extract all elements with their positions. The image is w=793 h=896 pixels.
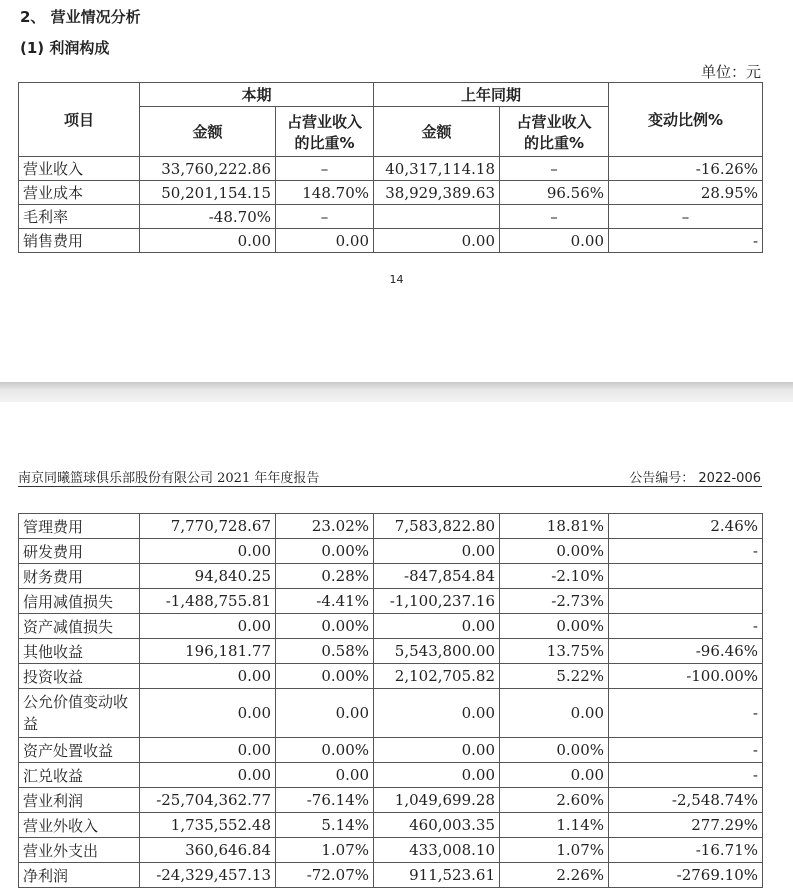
cell-cur-pct: -76.14% <box>276 788 374 813</box>
cell-pri-amt: 0.00 <box>374 614 500 639</box>
row-label: 其他收益 <box>19 639 140 664</box>
cell-pri-pct: 1.14% <box>500 813 609 838</box>
cell-change: 277.29% <box>609 813 763 838</box>
cell-pri-pct: 0.00% <box>500 614 609 639</box>
table-row <box>19 564 763 589</box>
row-label: 投资收益 <box>19 664 140 689</box>
cell-pri-pct: -2.10% <box>500 564 609 589</box>
cell-cur-pct: 0.00 <box>276 763 374 788</box>
header-change: 变动比例% <box>609 83 763 157</box>
cell-pri-pct: 1.07% <box>500 838 609 863</box>
table-row <box>19 838 763 863</box>
table-row: 销售费用 0.00 0.00 0.00 0.00 - <box>19 229 763 253</box>
table-row: 营业成本 50,201,154.15 148.70% 38,929,389.63 96.56% 28.95% <box>19 181 763 205</box>
cell-change: 2.46% <box>609 514 763 539</box>
page-number: 14 <box>389 273 404 286</box>
cell-pri-amt: -1,100,237.16 <box>374 589 500 614</box>
cell-cur-pct: 5.14% <box>276 813 374 838</box>
table-row: 毛利率 -48.70% – – – <box>19 205 763 229</box>
cell-pri-pct: -2.73% <box>500 589 609 614</box>
cell-change: - <box>609 763 763 788</box>
cell-pri-amt: 2,102,705.82 <box>374 664 500 689</box>
cell-cur-pct: 0.28% <box>276 564 374 589</box>
cell-change: -96.46% <box>609 639 763 664</box>
cell-change: -16.71% <box>609 838 763 863</box>
cell-cur-amt: 1,735,552.48 <box>140 813 276 838</box>
cell-cur-pct: 0.58% <box>276 639 374 664</box>
subsection-title: (1) 利润构成 <box>20 39 110 57</box>
header-prior-amount: 金额 <box>374 107 500 157</box>
cell-cur-amt: -25,704,362.77 <box>140 788 276 813</box>
report-header-title: 南京同曦篮球俱乐部股份有限公司 2021 年年度报告 <box>18 471 320 486</box>
row-label: 研发费用 <box>19 539 140 564</box>
row-label: 管理费用 <box>19 514 140 539</box>
cell-cur-pct: 0.00% <box>276 664 374 689</box>
table-row <box>19 539 763 564</box>
profit-table-part2 <box>18 513 763 888</box>
header-current-amount: 金额 <box>140 107 276 157</box>
table-row: 营业收入 33,760,222.86 – 40,317,114.18 – -16.26% <box>19 157 763 181</box>
report-page-top <box>0 0 793 382</box>
cell-cur-amt: 7,770,728.67 <box>140 514 276 539</box>
cell-cur-amt: 0.00 <box>140 614 276 639</box>
cell-change <box>609 564 763 589</box>
cell-change: -100.00% <box>609 664 763 689</box>
section-title: 2、 营业情况分析 <box>20 8 141 26</box>
table-row <box>19 813 763 838</box>
cell-pri-amt: 433,008.10 <box>374 838 500 863</box>
cell-cur-amt: -1,488,755.81 <box>140 589 276 614</box>
cell-pri-amt: 460,003.35 <box>374 813 500 838</box>
cell-pri-pct: 0.00% <box>500 539 609 564</box>
cell-cur-amt: 196,181.77 <box>140 639 276 664</box>
report-announcement-number: 公告编号： 2022-006 <box>629 471 761 486</box>
row-label: 财务费用 <box>19 564 140 589</box>
cell-pri-amt: 911,523.61 <box>374 863 500 888</box>
cell-change: - <box>609 738 763 763</box>
cell-cur-amt: 0.00 <box>140 689 276 738</box>
row-label: 营业外收入 <box>19 813 140 838</box>
cell-pri-amt: 5,543,800.00 <box>374 639 500 664</box>
cell-pri-amt: 0.00 <box>374 539 500 564</box>
cell-cur-pct: -4.41% <box>276 589 374 614</box>
header-item: 项目 <box>19 83 140 157</box>
table-row <box>19 863 763 888</box>
row-label: 营业利润 <box>19 788 140 813</box>
cell-cur-pct: 0.00% <box>276 539 374 564</box>
cell-cur-pct: 0.00% <box>276 738 374 763</box>
table-row <box>19 738 763 763</box>
cell-cur-amt: 0.00 <box>140 738 276 763</box>
header-current-ratio: 占营业收入 的比重% <box>276 107 374 157</box>
page-separator <box>0 382 793 402</box>
report-page-bottom <box>0 402 793 896</box>
row-label: 汇兑收益 <box>19 763 140 788</box>
cell-cur-amt: -24,329,457.13 <box>140 863 276 888</box>
cell-cur-amt: 360,646.84 <box>140 838 276 863</box>
cell-change: - <box>609 689 763 738</box>
table-row <box>19 639 763 664</box>
table-row <box>19 589 763 614</box>
cell-pri-pct: 18.81% <box>500 514 609 539</box>
cell-pri-pct: 0.00 <box>500 689 609 738</box>
cell-pri-amt: 0.00 <box>374 763 500 788</box>
cell-pri-amt: 0.00 <box>374 738 500 763</box>
cell-change: - <box>609 614 763 639</box>
table-row <box>19 614 763 639</box>
cell-cur-amt: 0.00 <box>140 539 276 564</box>
cell-change: - <box>609 539 763 564</box>
cell-cur-pct: 0.00 <box>276 689 374 738</box>
cell-change: -2,548.74% <box>609 788 763 813</box>
cell-cur-pct: 23.02% <box>276 514 374 539</box>
cell-pri-amt: 0.00 <box>374 689 500 738</box>
cell-pri-amt: 7,583,822.80 <box>374 514 500 539</box>
row-label: 净利润 <box>19 863 140 888</box>
cell-pri-amt: -847,854.84 <box>374 564 500 589</box>
row-label: 资产减值损失 <box>19 614 140 639</box>
table-row <box>19 514 763 539</box>
cell-change: -2769.10% <box>609 863 763 888</box>
cell-pri-pct: 0.00 <box>500 763 609 788</box>
row-label: 营业外支出 <box>19 838 140 863</box>
profit-table-part1 <box>18 82 763 253</box>
cell-pri-pct: 5.22% <box>500 664 609 689</box>
row-label: 资产处置收益 <box>19 738 140 763</box>
header-divider <box>18 486 762 487</box>
table-row <box>19 788 763 813</box>
cell-pri-amt: 1,049,699.28 <box>374 788 500 813</box>
row-label: 信用减值损失 <box>19 589 140 614</box>
cell-cur-amt: 0.00 <box>140 763 276 788</box>
cell-cur-amt: 94,840.25 <box>140 564 276 589</box>
header-prior-period: 上年同期 <box>374 83 609 107</box>
cell-pri-pct: 13.75% <box>500 639 609 664</box>
table-row <box>19 763 763 788</box>
cell-cur-pct: -72.07% <box>276 863 374 888</box>
table-row <box>19 689 763 738</box>
cell-cur-pct: 0.00% <box>276 614 374 639</box>
unit-label: 单位：元 <box>700 63 761 81</box>
header-prior-ratio: 占营业收入 的比重% <box>500 107 609 157</box>
table-row <box>19 664 763 689</box>
cell-pri-pct: 2.60% <box>500 788 609 813</box>
cell-change <box>609 589 763 614</box>
cell-pri-pct: 2.26% <box>500 863 609 888</box>
row-label: 公允价值变动收益 <box>19 689 140 738</box>
cell-pri-pct: 0.00% <box>500 738 609 763</box>
header-current-period: 本期 <box>140 83 374 107</box>
cell-cur-pct: 1.07% <box>276 838 374 863</box>
cell-cur-amt: 0.00 <box>140 664 276 689</box>
